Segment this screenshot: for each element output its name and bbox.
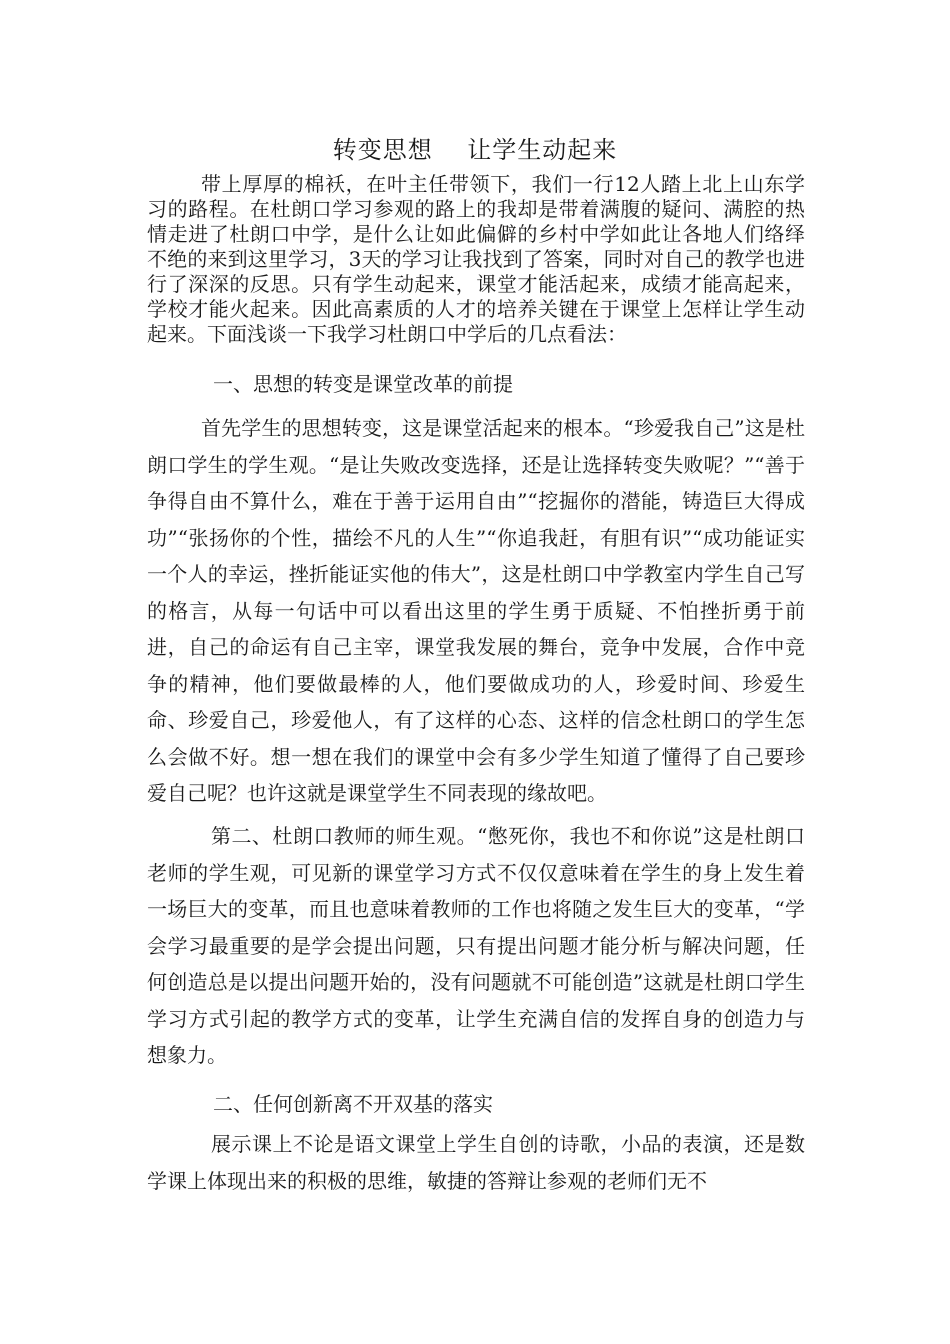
section-heading-2: 二、任何创新离不开双基的落实 — [213, 1092, 493, 1116]
body-paragraph-1: 首先学生的思想转变，这是课堂活起来的根本。“珍爱我自己”这是杜朗口学生的学生观。“是让失败改变选择，还是让选择转变失败呢？”“善于争得自由不算什么，难在于善于运用自由”“挖掘你的潜能，铸造巨大得成功”“张扬你的个性，描绘不凡的人生”“你追我赶，有胆有识”“成功能证实一个人的幸运，挫折能证实他的伟大”，这是杜朗口中学教室内学生自己写的格言，从每一句话中可以看出这里的学生勇于质疑、不怕挫折勇于前进，自己的命运有自己主宰，课堂我发展的舞台，竞争中发展，合作中竞争的精神，他们要做最棒的人，他们要做成功的人，珍爱时间、珍爱生命、珍爱自己，珍爱他人，有了这样的心态、这样的信念杜朗口的学生怎么会做不好。想一想在我们的课堂中会有多少学生知道了懂得了自己要珍爱自己呢？也许这就是课堂学生不同表现的缘故吧。 — [147, 416, 805, 805]
section-heading-1: 一、思想的转变是课堂改革的前提 — [213, 372, 513, 396]
body-paragraph-2: 第二、杜朗口教师的师生观。“憋死你，我也不和你说”这是杜朗口老师的学生观，可见新的课堂学习方式不仅仅意味着在学生的身上发生着一场巨大的变革，而且也意味着教师的工作也将随之发生巨大的变革，“学会学习最重要的是学会提出问题，只有提出问题才能分析与解决问题，任何创造总是以提出问题开始的，没有问题就不可能创造”这就是杜朗口学生学习方式引起的教学方式的变革，让学生充满自信的发挥自身的创造力与想象力。 — [147, 824, 805, 1067]
body-paragraph-3: 展示课上不论是语文课堂上学生自创的诗歌，小品的表演，还是数学课上体现出来的积极的思维，敏捷的答辩让参观的老师们无不 — [147, 1132, 805, 1193]
document-title: 转变思想 让学生动起来 — [332, 136, 618, 164]
intro-paragraph: 带上厚厚的棉袄，在叶主任带领下，我们一行12人踏上北上山东学习的路程。在杜朗口学习参观的路上的我却是带着满腹的疑问、满腔的热情走进了杜朗口中学，是什么让如此偏僻的乡村中学如此让各地人们络绎不绝的来到这里学习，3天的学习让我找到了答案，同时对自己的教学也进行了深深的反思。只有学生动起来，课堂才能活起来，成绩才能高起来，学校才能火起来。因此高素质的人才的培养关键在于课堂上怎样让学生动起来。下面浅谈一下我学习杜朗口中学后的几点看法： — [147, 172, 805, 346]
